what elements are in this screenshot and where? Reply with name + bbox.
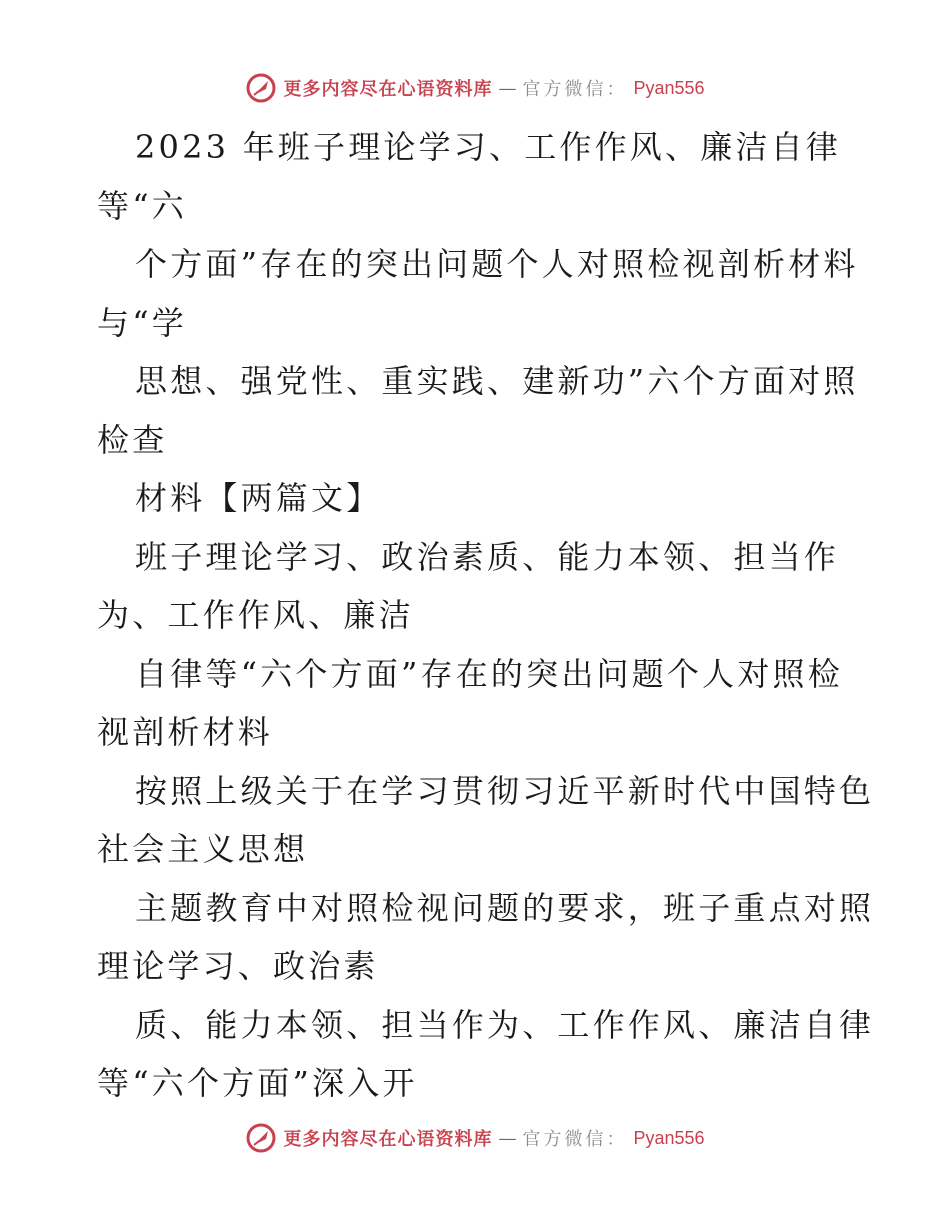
- text-line: 2023 年班子理论学习、工作作风、廉洁自律: [135, 128, 842, 166]
- text-line: 视剖析材料: [97, 713, 274, 751]
- watermark-library-text: 更多内容尽在心语资料库: [283, 79, 493, 100]
- text-line: 个方面”存在的突出问题个人对照检视剖析材料: [135, 245, 859, 283]
- text-line: 材料【两篇文】: [135, 479, 382, 517]
- watermark-wechat-id: Pyan556: [633, 1127, 705, 1148]
- text-line: 检查: [97, 420, 168, 459]
- watermark-library-text: 更多内容尽在心语资料库: [283, 1129, 493, 1150]
- watermark-official-label: 官方微信：: [522, 79, 628, 100]
- watermark-official-label: 官方微信：: [522, 1129, 628, 1150]
- text-line: 班子理论学习、政治素质、能力本领、担当作: [135, 537, 840, 576]
- watermark-separator: —: [498, 1127, 517, 1149]
- footer-watermark: [0, 1122, 950, 1154]
- header-watermark: [0, 72, 950, 104]
- text-line: 等“六个方面”深入开: [97, 1064, 418, 1102]
- text-line: 社会主义思想: [97, 830, 309, 868]
- text-line: 等“六: [97, 186, 187, 225]
- text-line: 主题教育中对照检视问题的要求，班子重点对照: [135, 888, 875, 927]
- watermark-wechat-id: Pyan556: [633, 77, 705, 98]
- text-line: 按照上级关于在学习贯彻习近平新时代中国特色: [135, 771, 875, 810]
- text-line: 质、能力本领、担当作为、工作作风、廉洁自律: [135, 1005, 875, 1044]
- text-line: 与“学: [97, 303, 187, 342]
- watermark-separator: —: [498, 77, 517, 99]
- quill-logo-icon: [245, 72, 277, 104]
- quill-logo-icon: [245, 1122, 277, 1154]
- text-line: 思想、强党性、重实践、建新功”六个方面对照: [135, 362, 859, 400]
- text-line: 为、工作作风、廉洁: [97, 596, 414, 634]
- text-line: 自律等“六个方面”存在的突出问题个人对照检: [135, 654, 843, 693]
- text-line: 理论学习、政治素: [97, 947, 379, 985]
- document-body: [97, 118, 875, 1113]
